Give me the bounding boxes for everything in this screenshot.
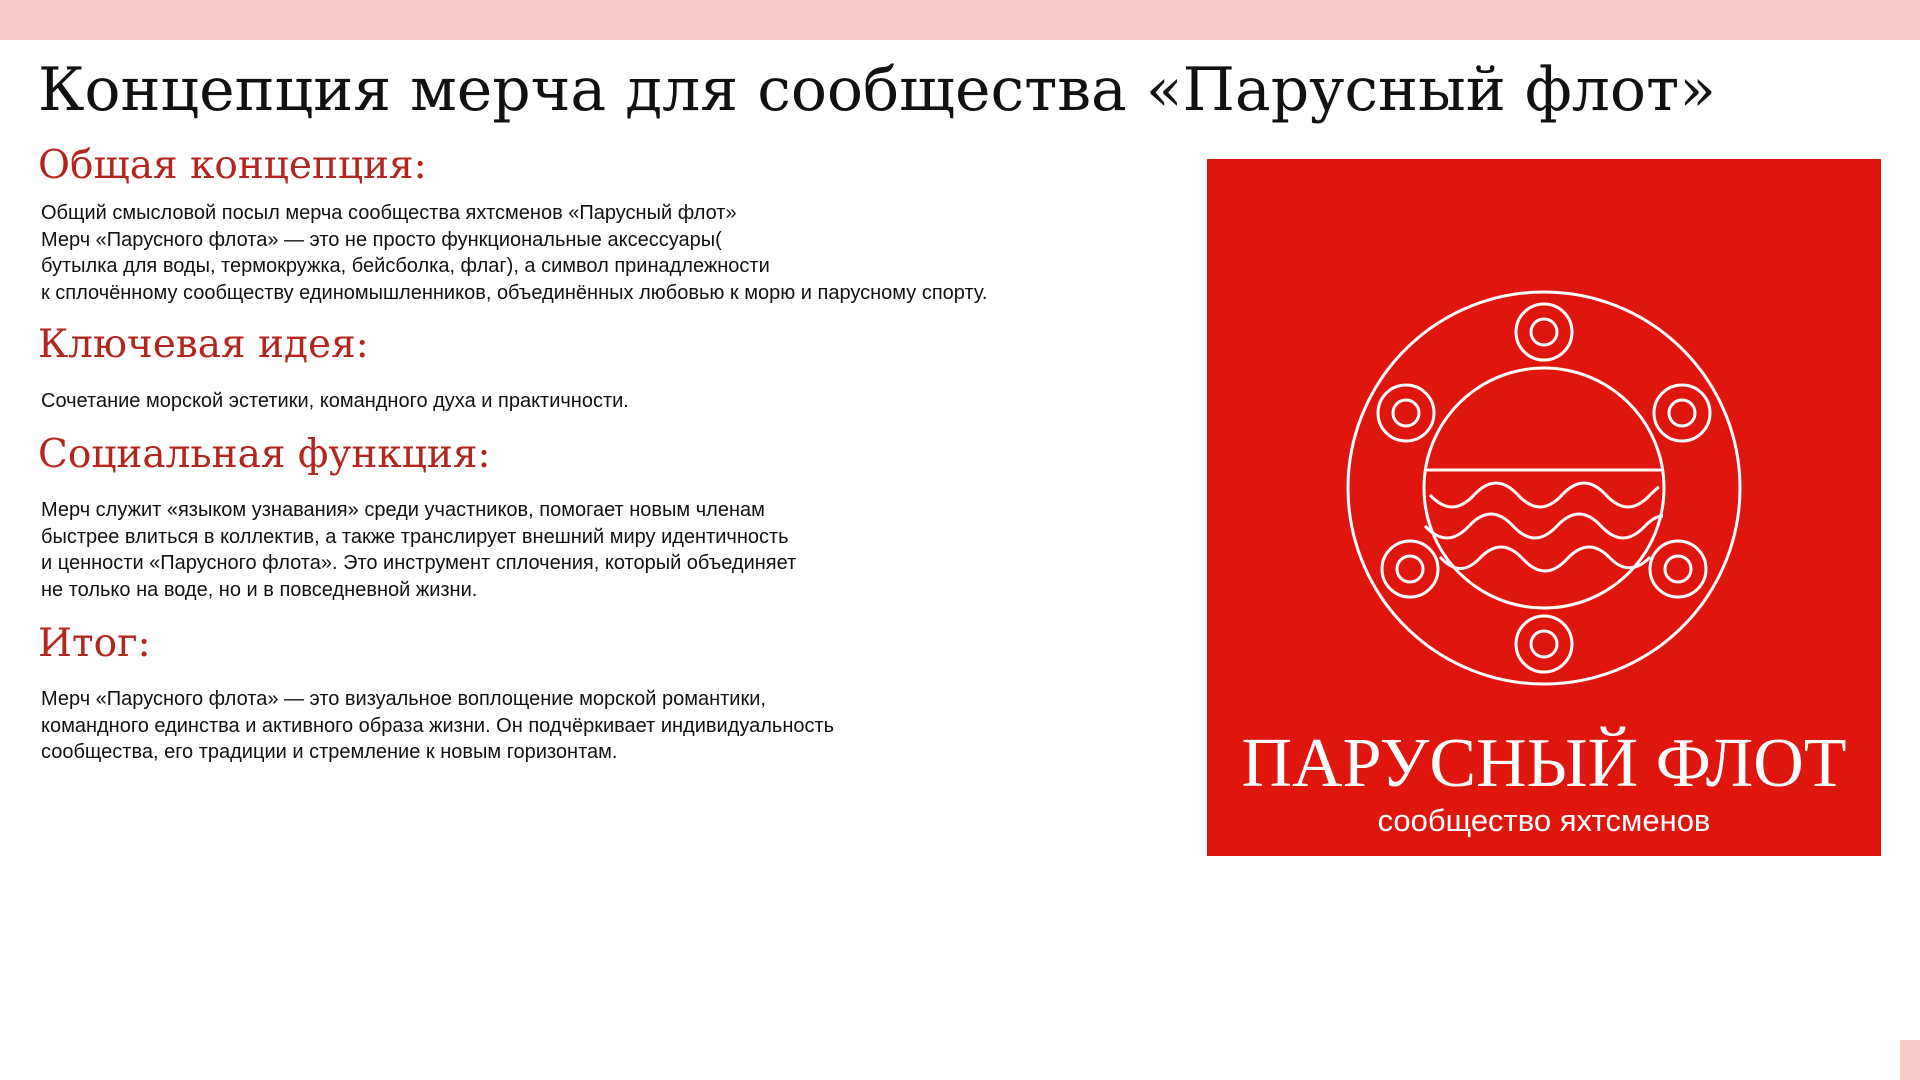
body-line: командного единства и активного образа жизни. Он подчёркивает индивидуальность	[41, 714, 835, 737]
bolt-circles	[1378, 304, 1710, 672]
section-body-key-idea	[41, 388, 1151, 415]
body-line: быстрее влиться в коллектив, а также транслирует внешний миру идентичность	[41, 525, 789, 548]
body-line: Сочетание морской эстетики, командного духа и практичности.	[41, 390, 629, 412]
section-body-general-concept	[41, 200, 1151, 306]
body-line: Мерч служит «языком узнавания» среди участников, помогает новым членам	[41, 499, 765, 521]
outer-ring	[1348, 292, 1740, 684]
section-heading-key-idea: Ключевая идея:	[38, 322, 369, 367]
community-logo	[1207, 159, 1881, 856]
wave-lines	[1425, 483, 1663, 571]
top-accent-band	[0, 0, 1920, 40]
body-line: сообщества, его традиции и стремление к новым горизонтам.	[41, 741, 618, 763]
page-title: Концепция мерча для сообщества «Парусный флот»	[38, 55, 1716, 125]
body-line: и ценности «Парусного флота». Это инструмент сплочения, который объединяет	[41, 552, 797, 574]
body-line: Общий смысловой посыл мерча сообщества яхтсменов «Парусный флот»	[41, 202, 737, 224]
brand-tagline: сообщество яхтсменов	[1377, 803, 1711, 838]
corner-accent-mark	[1900, 1040, 1920, 1080]
body-line: бутылка для воды, термокружка, бейсболка, флаг), а символ принадлежности	[41, 255, 770, 277]
body-line: Мерч «Парусного флота» — это не просто функциональные аксессуары(	[41, 228, 722, 251]
section-body-social-function	[41, 497, 1151, 603]
body-line: к сплочённому сообществу единомышленников, объединённых любовью к морю и парусному спорту.	[41, 281, 988, 304]
section-heading-summary: Итог:	[38, 621, 151, 666]
section-body-summary	[41, 686, 1151, 766]
body-line: Мерч «Парусного флота» — это визуальное воплощение морской романтики,	[41, 688, 766, 710]
section-heading-general-concept: Общая концепция:	[38, 143, 427, 188]
body-line: не только на воде, но и в повседневной жизни.	[41, 578, 478, 601]
section-heading-social-function: Социальная функция:	[38, 432, 491, 477]
brand-name: ПАРУСНЫЙ ФЛОТ	[1241, 725, 1847, 802]
